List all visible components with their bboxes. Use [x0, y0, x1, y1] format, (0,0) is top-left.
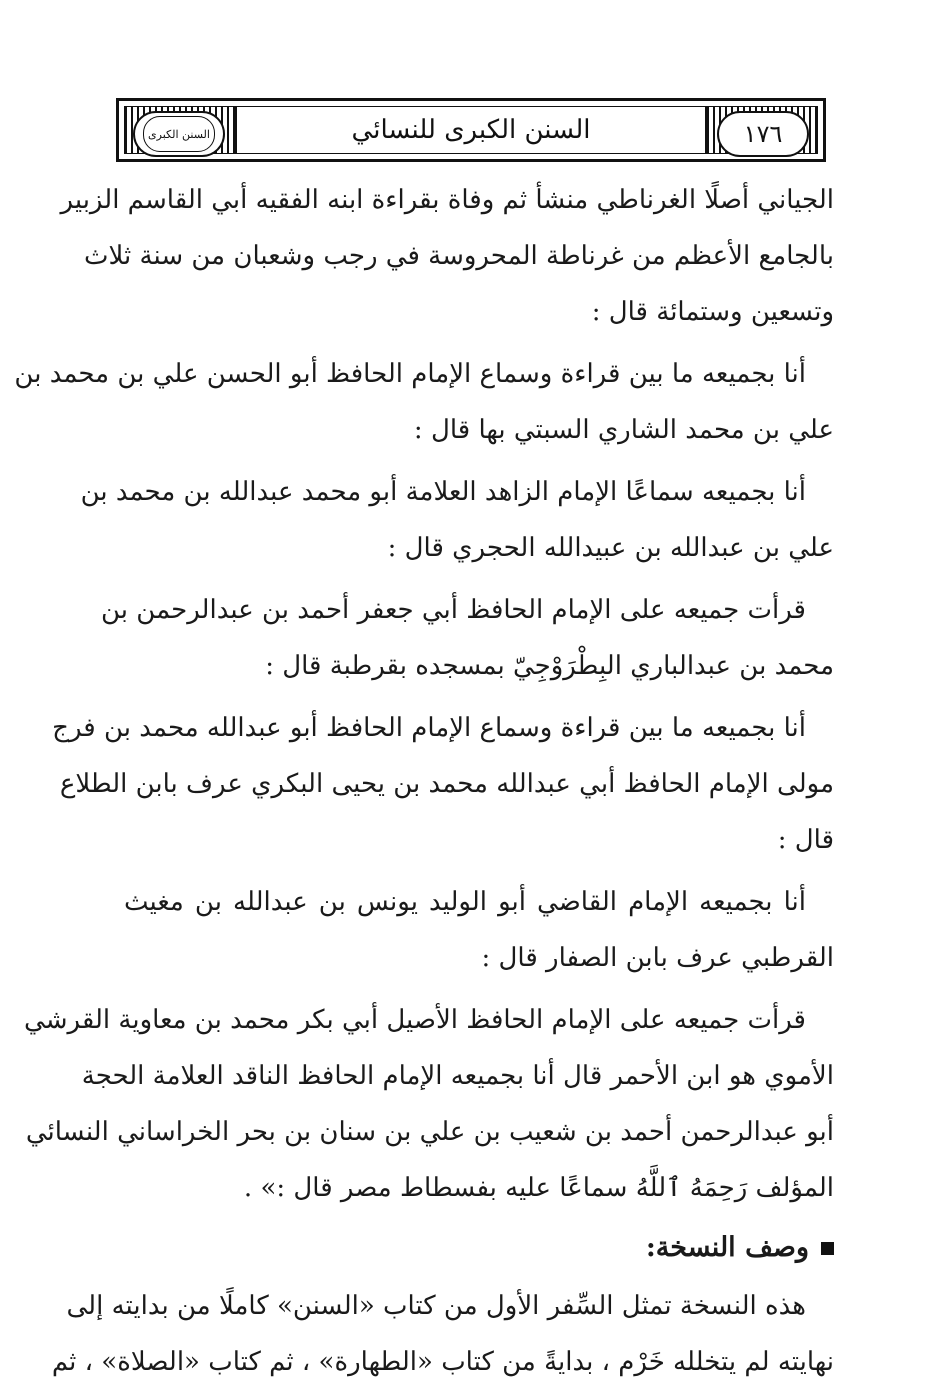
text-line: علي بن محمد الشاري السبتي بها قال :: [413, 415, 834, 445]
book-seal-text: السنن الكبرى: [148, 127, 210, 141]
text-line: علي بن عبدالله بن عبيدالله الحجري قال :: [387, 533, 834, 563]
text-line: قرأت جميعه على الإمام الحافظ الأصيل أبي بكر محمد بن معاوية القرشي: [24, 1005, 806, 1035]
square-bullet-icon: [821, 1242, 834, 1255]
text-line: الأموي هو ابن الأحمر قال أنا بجميعه الإمام الحافظ الناقد العلامة الحجة: [81, 1061, 834, 1091]
text-line: أنا بجميعه ما بين قراءة وسماع الإمام الحافظ أبو عبدالله محمد بن فرج: [52, 713, 806, 743]
page-number-cartouche: [717, 111, 809, 157]
page-number: ١٧٦: [743, 120, 783, 148]
section-heading-text: وصف النسخة:: [645, 1232, 809, 1263]
text-line: وتسعين وستمائة قال :: [591, 297, 834, 327]
section-paragraph: [51, 1278, 834, 1390]
text-line: مولى الإمام الحافظ أبي عبدالله محمد بن يحيى البكري عرف بابن الطلاع: [59, 769, 834, 799]
text-line: هذه النسخة تمثل السِّفر الأول من كتاب «السنن» كاملًا من بدايته إلى: [66, 1291, 806, 1321]
text-line: أنا بجميعه الإمام القاضي أبو الوليد يونس بن عبدالله بن مغيث: [124, 887, 806, 917]
text-line: أنا بجميعه سماعًا الإمام الزاهد العلامة أبو محمد عبدالله بن محمد بن: [80, 477, 806, 507]
text-line: أبو عبدالرحمن أحمد بن شعيب بن علي بن سنان بن بحر الخراساني النسائي: [25, 1117, 834, 1147]
paragraph-7: [24, 992, 834, 1216]
paragraph-4: [101, 582, 834, 694]
page-body: [14, 172, 834, 1392]
header-frame: [124, 106, 818, 154]
running-title: السنن الكبرى للنسائي: [351, 115, 591, 145]
text-line: نهايته لم يتخلله خَرْم ، بدايةً من كتاب «الطهارة» ، ثم كتاب «الصلاة» ، ثم: [51, 1347, 834, 1377]
book-seal-cartouche: [133, 111, 225, 157]
title-band: [235, 107, 707, 153]
text-line: القرطبي عرف بابن الصفار قال :: [481, 943, 834, 973]
paragraph-2: [14, 346, 834, 458]
text-line: قرأت جميعه على الإمام الحافظ أبي جعفر أحمد بن عبدالرحمن بن: [101, 595, 806, 625]
text-line: أنا بجميعه ما بين قراءة وسماع الإمام الحافظ أبو الحسن علي بن محمد بن: [14, 359, 806, 389]
book-seal-logo: [143, 116, 215, 152]
section-heading: [124, 1218, 834, 1278]
text-line: الجياني أصلًا الغرناطي منشأ ثم وفاة بقراءة ابنه الفقيه أبي القاسم الزبير: [60, 185, 834, 215]
paragraph-1: [60, 172, 834, 340]
text-line: محمد بن عبدالباري البِطْرَوْجِيّ بمسجده بقرطبة قال :: [265, 651, 834, 681]
running-header: [116, 98, 826, 162]
text-line: بالجامع الأعظم من غرناطة المحروسة في رجب وشعبان من سنة ثلاث: [84, 241, 834, 271]
text-line: المؤلف رَحِمَهُ ٱللَّهُ سماعًا عليه بفسطاط مصر قال :» .: [243, 1173, 834, 1203]
paragraph-5: [52, 700, 834, 868]
paragraph-3: [80, 464, 834, 576]
paragraph-6: [124, 874, 834, 986]
text-line: قال :: [777, 825, 834, 855]
